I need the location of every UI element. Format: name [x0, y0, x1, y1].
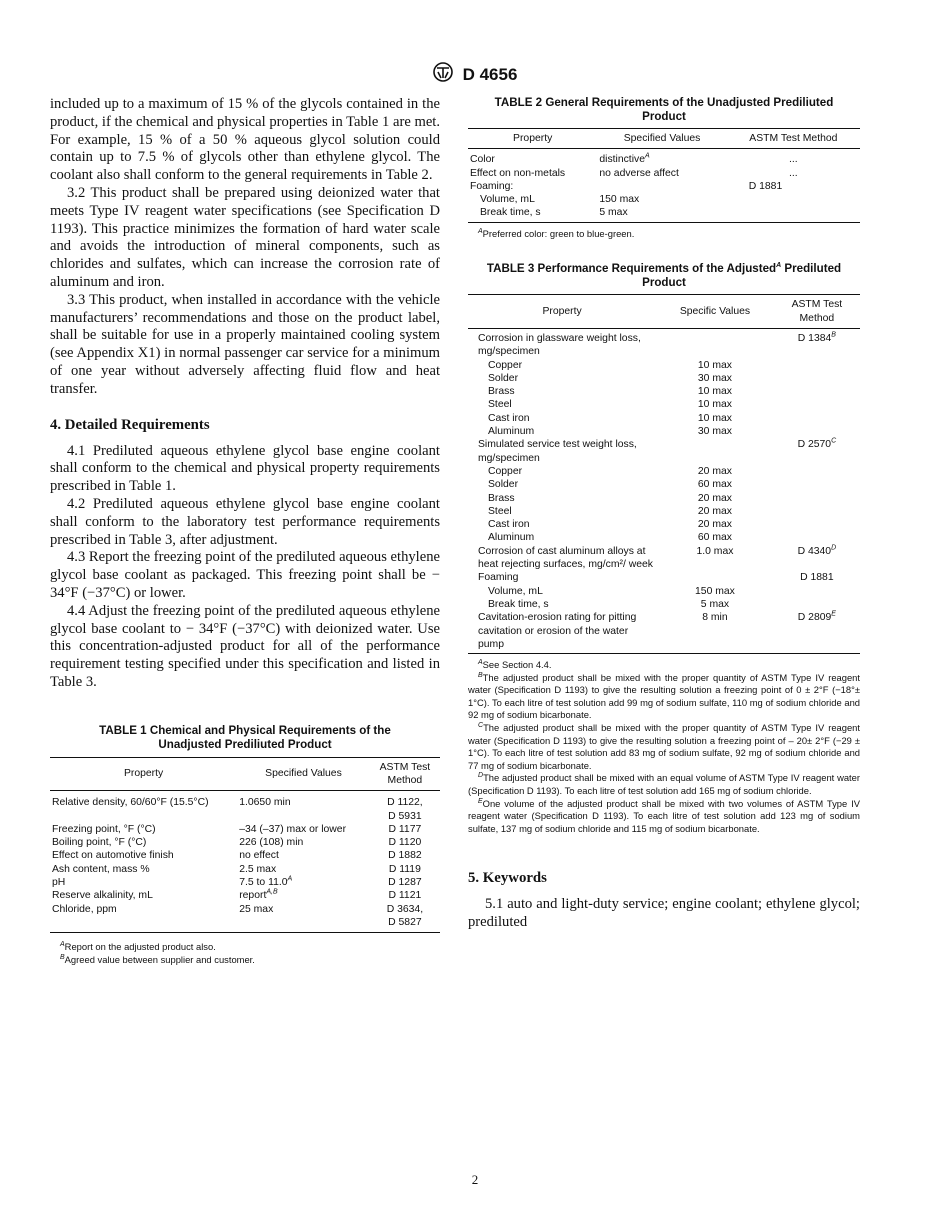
table-cell: D 1882 — [388, 850, 422, 862]
table-row — [50, 863, 440, 876]
page-header — [0, 62, 950, 87]
footnote-text: The adjusted product shall be mixed with the proper quantity of ASTM Type IV reagent water (Specification D 1193) to give the resulting solution a freezing point of 0 ± 2°F (−18°± 1°C). To each litre of test solution add 99 mg of sodium sulfate, 110 mg of sodium chloride and 92 mg of sodium bicarbonate. — [468, 671, 860, 721]
footnote-text: Report on the adjusted product also. — [64, 941, 216, 953]
table-1 — [50, 724, 440, 967]
table-cell — [656, 571, 774, 584]
footnote-text: Agreed value between supplier and customer. — [64, 953, 255, 965]
footnote-mark: B — [60, 953, 65, 961]
table-cell: Corrosion of cast aluminum alloys at heat rejecting surfaces, mg/cm²/ week — [478, 545, 653, 571]
table-cell: Copper — [488, 359, 523, 371]
table-cell: Brass — [488, 492, 515, 504]
table-1-grid — [50, 757, 440, 934]
table-cell — [774, 359, 860, 372]
table-cell: D 1287 — [388, 877, 422, 889]
table-cell: D 3634, D 5827 — [386, 903, 424, 928]
table-row — [468, 425, 860, 438]
table-cell — [774, 385, 860, 398]
table-cell: Corrosion in glassware weight loss, mg/specimen — [478, 332, 641, 358]
table-cell: 30 max — [697, 426, 732, 438]
table-cell — [656, 332, 774, 359]
table-3-header-values: Specific Values — [656, 295, 774, 329]
table-cell — [774, 505, 860, 518]
table-cell: 150 max — [599, 194, 640, 206]
table-cell: 5 max — [599, 207, 628, 219]
footnote-text: The adjusted product shall be mixed with an equal volume of ASTM Type IV reagent water (Specification D 1193). To each litre of test solution add 165 mg of sodium chloride. — [468, 772, 860, 797]
table-cell: 1.0 max — [696, 545, 734, 557]
footnote-mark: B — [831, 331, 836, 339]
footnote — [468, 228, 860, 241]
table-cell: Boiling point, °F (°C) — [52, 837, 147, 849]
table-cell — [727, 206, 860, 222]
footnote — [50, 954, 440, 967]
table-row — [50, 849, 440, 862]
paragraph-5-1: 5.1 auto and light-duty service; engine coolant; ethylene glycol; prediluted — [468, 896, 860, 931]
table-cell: 1.0650 min — [239, 797, 291, 809]
table-cell — [774, 611, 860, 653]
table-cell: 5 max — [700, 598, 730, 610]
table-3-header-method: ASTM Test Method — [774, 295, 860, 329]
table-cell: Freezing point, °F (°C) — [52, 823, 156, 835]
footnote-mark: C — [831, 437, 837, 445]
table-cell: Cast iron — [488, 519, 530, 531]
footnote-mark: A — [287, 875, 293, 883]
left-column — [50, 96, 440, 966]
table-2-caption: TABLE 2 General Requirements of the Unadjusted Prediliuted Product — [494, 96, 834, 123]
astm-logo-icon — [433, 62, 453, 87]
table-row — [468, 611, 860, 653]
table-row — [468, 465, 860, 478]
table-row — [468, 385, 860, 398]
table-cell: 10 max — [697, 359, 732, 371]
table-cell: 150 max — [695, 585, 735, 597]
table-3-footnotes — [468, 659, 860, 835]
table-cell — [774, 518, 860, 531]
table-cell: 226 (108) min — [239, 837, 304, 849]
table-cell: Ash content, mass % — [52, 863, 150, 875]
table-cell: Color — [470, 154, 495, 166]
footnote-mark: E — [478, 797, 483, 805]
table-cell: D 1881 — [748, 180, 783, 192]
footnote-text: One volume of the adjusted product shall be mixed with two volumes of ASTM Type IV reagent water (Specification D 1193). To each litre of test solution add 123 mg of sodium sulfate, 137 mg of sodium chloride and 115 mg of sodium bicarbonate. — [468, 797, 860, 834]
table-cell — [237, 889, 370, 902]
table-1-header-method: ASTM Test Method — [370, 757, 440, 791]
color-value: distinctive — [599, 154, 645, 166]
table-cell: 60 max — [697, 532, 732, 544]
table-row — [468, 545, 860, 572]
table-cell — [774, 492, 860, 505]
table-2-header-values: Specified Values — [597, 129, 726, 149]
footnote — [468, 659, 860, 672]
table-row — [468, 359, 860, 372]
table-cell — [774, 571, 860, 584]
footnote-text: Preferred color: green to blue-green. — [482, 227, 635, 239]
table-cell: Brass — [488, 386, 515, 398]
paragraph-4-2: 4.2 Prediluted aqueous ethylene glycol base engine coolant shall conform to the laboratory test performance requirements prescribed in Table 3, after adjustment. — [50, 495, 440, 548]
table-cell: Cavitation-erosion rating for pitting cavitation or erosion of the water pump — [478, 612, 637, 650]
table-cell: 20 max — [697, 505, 732, 517]
table-1-header-property: Property — [50, 757, 237, 791]
table-row — [468, 167, 860, 180]
table-cell: –34 (–37) max or lower — [239, 823, 347, 835]
footnote — [468, 772, 860, 797]
table-cell: 8 min — [702, 612, 728, 624]
footnote-mark: C — [478, 721, 484, 729]
table-cell: 60 max — [697, 479, 732, 491]
table-cell — [597, 180, 726, 193]
table-2-header-property: Property — [468, 129, 597, 149]
table-cell: Steel — [488, 505, 512, 517]
table-cell: pH — [52, 877, 66, 889]
table-row — [468, 193, 860, 206]
table-row — [468, 180, 860, 193]
table-cell: 20 max — [697, 465, 732, 477]
table-cell: Cast iron — [488, 412, 530, 424]
section-5-heading: 5. Keywords — [468, 870, 547, 887]
paragraph-intro: included up to a maximum of 15 % of the glycols contained in the product, if the chemical and physical properties in Table 1 are met. For example, 15 % of a 50 % aqueous glycol solution could contain up to 7.5 % of glycols other than ethylene glycol. The coolant also shall conform to the general requirements in Table 2. — [50, 96, 440, 184]
table-cell — [774, 531, 860, 544]
footnote-mark: A — [478, 227, 483, 235]
paragraph-3-2: 3.2 This product shall be prepared using deionized water that meets Type IV reagent water specifications (see Specification D 1193). This practice minimizes the formation of hard water scale and avoids the introduction of mineral components, such as chlorides and sulfates, which can increase the corrosion rate of aluminum and iron. — [50, 184, 440, 290]
table-row — [50, 823, 440, 836]
table-cell — [774, 585, 860, 598]
section-5 — [468, 870, 860, 932]
table-cell: D 1177 — [388, 823, 422, 835]
table-row — [50, 836, 440, 849]
document-code: D 4656 — [462, 64, 518, 84]
footnote-mark: B — [478, 671, 483, 679]
table-row — [50, 876, 440, 889]
table-row — [468, 492, 860, 505]
table-cell — [774, 425, 860, 438]
paragraph-4-4: 4.4 Adjust the freezing point of the prediluted aqueous ethylene glycol base coolant to − 34°F (−37°C) with deionized water. Use this concentration-adjusted product for all of the performance requirement testing specified under this specification and listed in Table 3. — [50, 602, 440, 690]
footnote — [468, 672, 860, 722]
table-cell: Volume, mL — [480, 194, 535, 206]
table-cell: 10 max — [697, 399, 732, 411]
table-cell — [656, 438, 774, 465]
footnote-mark: A,B — [266, 888, 278, 896]
paragraph-4-1: 4.1 Prediluted aqueous ethylene glycol base engine coolant shall conform to the chemical and physical property requirements prescribed in Table 1. — [50, 442, 440, 495]
paragraph-3-3: 3.3 This product, when installed in accordance with the vehicle manufacturers’ recommendations and those on the product label, shall be suitable for use in a properly maintained cooling system (see Appendix X1) in normal passenger car service for a minimum of one year without adversely affecting fluid flow and heat transfer. — [50, 291, 440, 397]
table-cell: Simulated service test weight loss, mg/specimen — [478, 439, 637, 464]
table-2 — [468, 96, 860, 240]
table-cell — [774, 465, 860, 478]
footnote-mark: A — [60, 941, 65, 949]
table-cell: Relative density, 60/60°F (15.5°C) — [52, 797, 209, 809]
table-3 — [468, 262, 860, 835]
table-3-caption-a: TABLE 3 Performance Requirements of the Adjusted — [486, 262, 777, 276]
table-cell: Break time, s — [488, 598, 549, 610]
right-column — [468, 96, 860, 932]
table-row — [468, 478, 860, 491]
footnote — [50, 941, 440, 954]
table-cell: ... — [789, 154, 798, 166]
table-cell: Volume, mL — [488, 585, 543, 597]
table-row — [468, 206, 860, 222]
table-row — [468, 438, 860, 465]
table-2-grid — [468, 128, 860, 223]
table-cell — [774, 478, 860, 491]
table-3-grid — [468, 294, 860, 654]
table-cell: D 1119 — [388, 863, 421, 875]
footnote-mark: E — [831, 610, 836, 618]
table-cell: Solder — [488, 372, 519, 384]
table-cell: D 1120 — [388, 837, 422, 849]
table-row — [468, 598, 860, 611]
table-1-footnotes — [50, 941, 440, 966]
table-cell — [774, 438, 860, 465]
footnote-mark: A — [776, 262, 782, 270]
table-2-footnotes — [468, 228, 860, 241]
table-cell: 20 max — [697, 492, 732, 504]
test-method: D 1881 — [800, 572, 834, 584]
table-cell — [774, 372, 860, 385]
test-method: D 4340 — [797, 545, 832, 557]
table-row — [468, 531, 860, 544]
table-row — [468, 505, 860, 518]
footnote-mark: A — [478, 658, 483, 666]
table-cell: Effect on automotive finish — [52, 850, 174, 862]
table-cell: Solder — [488, 479, 519, 491]
table-cell — [597, 153, 726, 166]
table-cell: 10 max — [697, 412, 732, 424]
table-cell: ... — [789, 167, 798, 179]
table-cell: Foaming — [478, 572, 519, 584]
table-cell — [237, 876, 370, 889]
table-cell — [774, 412, 860, 425]
table-cell: 25 max — [239, 903, 274, 915]
table-cell — [774, 545, 860, 572]
ph-value: 7.5 to 11.0 — [239, 877, 288, 889]
footnote — [468, 798, 860, 836]
table-cell: Aluminum — [488, 532, 535, 544]
section-4-heading: 4. Detailed Requirements — [50, 416, 210, 433]
table-row — [50, 796, 440, 823]
table-cell: no adverse affect — [599, 167, 679, 179]
table-1-caption: TABLE 1 Chemical and Physical Requirements of the Unadjusted Prediliuted Product — [99, 723, 391, 751]
table-cell: Foaming: — [470, 180, 514, 192]
table-1-header-values: Specified Values — [237, 757, 370, 791]
table-cell: Steel — [488, 399, 512, 411]
test-method: D 1384 — [797, 332, 832, 344]
table-cell — [774, 332, 860, 359]
table-row — [468, 412, 860, 425]
footnote-mark: D — [478, 772, 484, 780]
footnote-mark: D — [831, 544, 837, 552]
table-3-caption-b: Prediluted Product — [642, 262, 842, 290]
table-row — [468, 571, 860, 584]
table-3-header-property: Property — [468, 295, 656, 329]
test-method: D 2570 — [797, 439, 832, 451]
reserve-value: report — [239, 890, 267, 902]
table-cell: 10 max — [697, 386, 732, 398]
table-cell: Chloride, ppm — [52, 903, 117, 915]
table-row — [468, 585, 860, 598]
table-cell: 30 max — [697, 372, 732, 384]
paragraph-4-3: 4.3 Report the freezing point of the prediluted aqueous ethylene glycol base coolant as packaged. This freezing point shall be − 34°F (−37°C) or lower. — [50, 549, 440, 601]
table-cell — [774, 598, 860, 611]
table-row — [468, 332, 860, 359]
table-cell: D 1121 — [388, 890, 422, 902]
table-row — [50, 903, 440, 933]
footnote-text: See Section 4.4. — [482, 659, 552, 671]
table-cell: D 1122, D 5931 — [387, 797, 423, 822]
page-number: 2 — [471, 1172, 479, 1187]
table-cell: 2.5 max — [239, 863, 277, 875]
table-row — [50, 889, 440, 902]
table-row — [468, 518, 860, 531]
table-cell: Aluminum — [488, 426, 535, 438]
table-row — [468, 398, 860, 411]
table-cell — [774, 398, 860, 411]
table-cell: Reserve alkalinity, mL — [52, 890, 153, 902]
table-cell: no effect — [239, 850, 279, 862]
test-method: D 2809 — [797, 612, 832, 624]
table-cell: Effect on non-metals — [470, 167, 566, 179]
footnote-text: The adjusted product shall be mixed with the proper quantity of ASTM Type IV reagent water (Specification D 1193) to give the resulting solution a freezing point of – 20± 2°F (−29 ± 1°C). To each litre of test solution add 83 mg of sodium sulfate, 92 mg of sodium chloride and 77 mg of sodium bicarbonate. — [468, 722, 860, 771]
footnote-mark: A — [644, 152, 650, 160]
table-cell: 20 max — [697, 519, 732, 531]
table-2-header-method: ASTM Test Method — [727, 129, 860, 149]
table-cell: Break time, s — [480, 207, 541, 219]
footnote — [468, 722, 860, 772]
table-cell: Copper — [488, 465, 523, 477]
table-cell — [727, 193, 860, 206]
table-3-caption — [468, 262, 860, 294]
table-row — [468, 372, 860, 385]
table-row — [468, 153, 860, 166]
